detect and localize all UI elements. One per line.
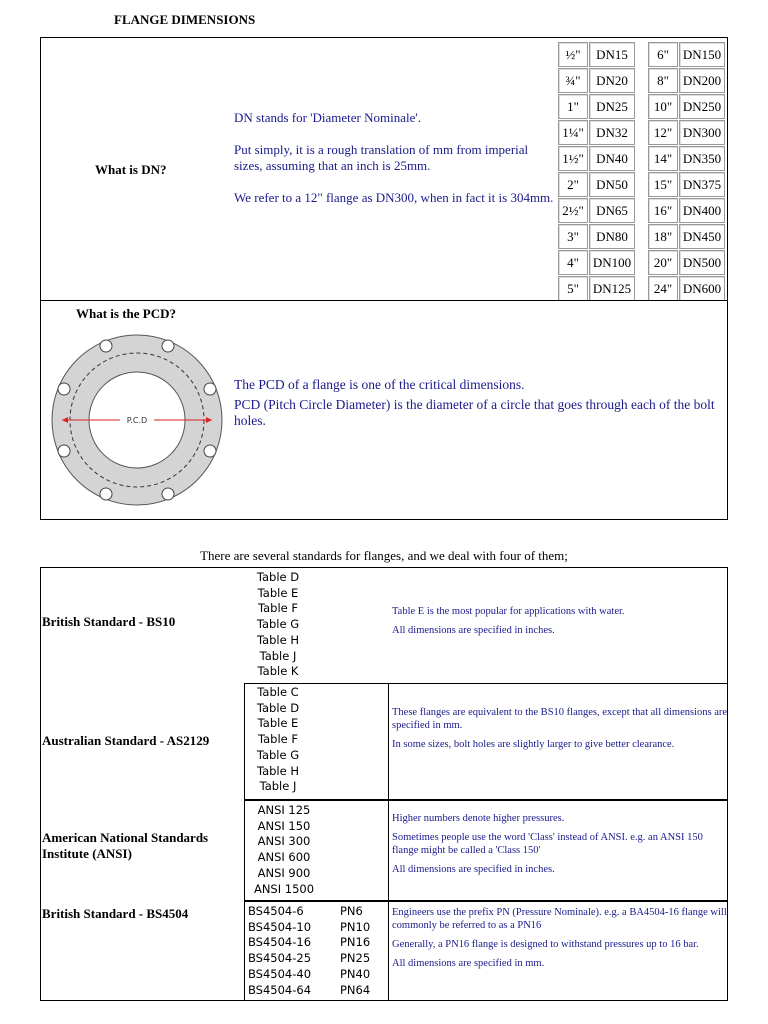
flange-pcd-diagram [44, 325, 230, 515]
description-line: Generally, a PN16 flange is designed to withstand pressures up to 16 bar. [392, 939, 699, 950]
dn-size-cell: DN600 [679, 276, 725, 301]
standard-bs4504-pn [340, 904, 370, 998]
dn-size-cell: DN80 [589, 224, 635, 249]
list-item: Table E [257, 585, 299, 600]
description-line: In some sizes, bolt holes are slightly larger to give better clearance. [392, 739, 675, 750]
list-item: Table F [257, 732, 298, 747]
dn-size-cell: DN50 [589, 172, 635, 197]
dn-question: What is DN? [95, 162, 167, 177]
dn-paragraph-1: DN stands for 'Diameter Nominale'. [234, 110, 421, 125]
pcd-label: P.C.D [126, 416, 148, 425]
dn-table-left [558, 42, 635, 301]
list-item: PN6 [340, 904, 363, 918]
dn-paragraph-2: Put simply, it is a rough translation of mm from imperial sizes, assuming that an inch is 25mm. [234, 142, 529, 173]
dn-explanation [234, 110, 554, 222]
standard-bs10-name: British Standard - BS10 [42, 614, 176, 629]
list-item: BS4504-16 [248, 935, 312, 950]
dn-inch-cell: 5" [558, 276, 588, 301]
dn-size-cell: DN350 [679, 146, 725, 171]
dn-inch-cell: 12" [648, 120, 678, 145]
standards-intro: There are several standards for flanges, and we deal with four of them; [200, 548, 568, 563]
dn-inch-cell: 8" [648, 68, 678, 93]
standard-as2129-name: Australian Standard - AS2129 [42, 733, 210, 748]
dn-paragraph-3: We refer to a 12" flange as DN300, when in fact it is 304mm. [234, 190, 554, 205]
dn-inch-cell: 14" [648, 146, 678, 171]
list-item: ANSI 300 [257, 834, 311, 849]
description-line: All dimensions are specified in inches. [392, 864, 555, 875]
description-line: Table E is the most popular for applications with water. [392, 606, 625, 617]
list-item: BS4504-64 [248, 982, 312, 997]
list-item: Table E [257, 716, 299, 731]
description-line: Sometimes people use the word 'Class' instead of ANSI. e.g. an ANSI 150 flange might be called a 'Class 150' [392, 832, 703, 856]
dn-inch-cell: 1½" [558, 146, 588, 171]
dn-inch-cell: 1¼" [558, 120, 588, 145]
standard-bs10-tables [245, 570, 311, 680]
list-item: Table J [259, 779, 297, 794]
page-title: FLANGE DIMENSIONS [114, 12, 256, 27]
dn-size-cell: DN32 [589, 120, 635, 145]
dn-size-cell: DN150 [679, 42, 725, 67]
standard-as2129-description [392, 706, 728, 757]
dn-inch-cell: 4" [558, 250, 588, 275]
dn-size-cell: DN250 [679, 94, 725, 119]
dn-size-cell: DN450 [679, 224, 725, 249]
dn-inch-cell: 20" [648, 250, 678, 275]
list-item: PN40 [340, 966, 371, 981]
list-item: ANSI 600 [257, 850, 311, 865]
dn-inch-cell: ½" [558, 42, 588, 67]
list-item: PN10 [340, 919, 371, 934]
dn-inch-cell: 18" [648, 224, 678, 249]
dn-inch-cell: 24" [648, 276, 678, 301]
standard-bs4504-codes [248, 904, 311, 998]
list-item: BS4504-6 [248, 904, 304, 918]
list-item: PN64 [340, 982, 371, 997]
dn-size-cell: DN25 [589, 94, 635, 119]
standard-as2129-tables [245, 685, 311, 795]
dn-size-cell: DN200 [679, 68, 725, 93]
dn-size-cell: DN100 [589, 250, 635, 275]
standard-bs4504-name: British Standard - BS4504 [42, 906, 189, 921]
dn-inch-cell: 2½" [558, 198, 588, 223]
description-line: These flanges are equivalent to the BS10 flanges, except that all dimensions are specified in mm. [392, 707, 728, 731]
list-item: Table H [256, 632, 300, 647]
list-item: ANSI 125 [257, 803, 311, 817]
list-item: ANSI 150 [257, 818, 311, 833]
list-item: PN25 [340, 951, 371, 966]
pcd-explanation [234, 377, 726, 429]
dn-size-cell: DN500 [679, 250, 725, 275]
dn-size-cell: DN300 [679, 120, 725, 145]
list-item: BS4504-25 [248, 951, 312, 966]
pcd-paragraph-1: The PCD of a flange is one of the critical dimensions. [234, 377, 525, 392]
description-line: All dimensions are specified in inches. [392, 625, 555, 636]
description-line: All dimensions are specified in mm. [392, 958, 545, 969]
dn-inch-cell: 2" [558, 172, 588, 197]
list-item: PN16 [340, 935, 371, 950]
description-line: Higher numbers denote higher pressures. [392, 813, 565, 824]
list-item: Table G [256, 617, 300, 632]
dn-size-cell: DN65 [589, 198, 635, 223]
dn-table-right [648, 42, 725, 301]
list-item: BS4504-10 [248, 919, 312, 934]
list-item: ANSI 900 [257, 865, 311, 880]
pcd-paragraph-2: PCD (Pitch Circle Diameter) is the diameter of a circle that goes through each of the bolt holes. [234, 397, 715, 428]
pcd-question: What is the PCD? [76, 306, 177, 321]
list-item: BS4504-40 [248, 966, 312, 981]
dn-inch-cell: 16" [648, 198, 678, 223]
list-item: Table K [257, 664, 299, 679]
description-line: Engineers use the prefix PN (Pressure Nominale). e.g. a BA4504-16 flange will commonly be referred to as a PN16 [392, 907, 727, 931]
list-item: ANSI 1500 [253, 881, 315, 896]
list-item: Table H [256, 763, 300, 778]
dn-size-cell: DN125 [589, 276, 635, 301]
dn-inch-cell: 6" [648, 42, 678, 67]
standard-bs4504-description [392, 906, 728, 976]
dn-inch-cell: 3" [558, 224, 588, 249]
dn-size-cell: DN15 [589, 42, 635, 67]
list-item: Table C [257, 685, 299, 699]
list-item: Table F [257, 601, 298, 616]
list-item: Table G [256, 747, 300, 762]
dn-size-cell: DN375 [679, 172, 725, 197]
dn-inch-cell: 1" [558, 94, 588, 119]
dn-size-cell: DN400 [679, 198, 725, 223]
dn-inch-cell: ¾" [558, 68, 588, 93]
standard-ansi-description [392, 812, 728, 882]
dn-size-cell: DN20 [589, 68, 635, 93]
standard-ansi-name: American National Standards Institute (ANSI) [42, 830, 209, 861]
standard-bs10-description [392, 605, 728, 643]
dn-inch-cell: 10" [648, 94, 678, 119]
list-item: Table D [256, 570, 300, 584]
dn-inch-cell: 15" [648, 172, 678, 197]
list-item: Table D [256, 700, 300, 715]
list-item: Table J [259, 648, 297, 663]
standard-ansi-classes [245, 803, 323, 897]
dn-size-cell: DN40 [589, 146, 635, 171]
